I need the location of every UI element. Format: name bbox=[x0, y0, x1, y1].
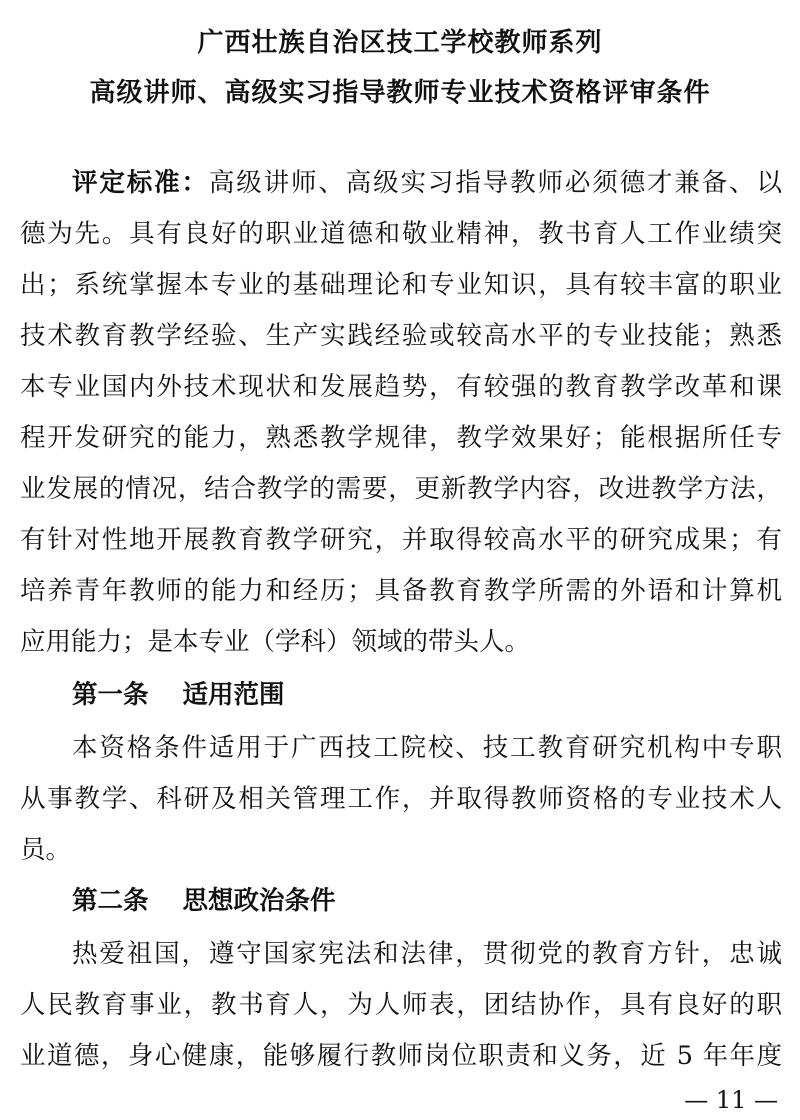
criteria-line: 应用能力；是本专业（学科）领域的带头人。 bbox=[20, 627, 531, 657]
criteria-line: 培养青年教师的能力和经历；具备教育教学所需的外语和计算机 bbox=[20, 576, 782, 606]
criteria-text: 高级讲师、高级实习指导教师必须德才兼备、以 bbox=[208, 168, 782, 198]
article1-title: 适用范围 bbox=[182, 680, 285, 710]
article1-line: 员。 bbox=[20, 835, 72, 865]
criteria-label: 评定标准： bbox=[72, 168, 209, 198]
criteria-line: 德为先。具有良好的职业道德和敬业精神，教书育人工作业绩突 bbox=[20, 219, 782, 249]
criteria-line: 有针对性地开展教育教学研究，并取得较高水平的研究成果；有 bbox=[20, 525, 782, 555]
article2-line: 热爱祖国，遵守国家宪法和法律，贯彻党的教育方针，忠诚 bbox=[72, 939, 782, 969]
criteria-line-first bbox=[72, 168, 782, 198]
article2-number: 第二条 bbox=[72, 886, 149, 916]
criteria-line: 业发展的情况，结合教学的需要，更新教学内容，改进教学方法， bbox=[20, 474, 782, 504]
article1-heading bbox=[72, 680, 285, 710]
article1-line: 从事教学、科研及相关管理工作，并取得教师资格的专业技术人 bbox=[20, 784, 782, 814]
page-number: — 11 — bbox=[684, 1086, 778, 1114]
article2-title: 思想政治条件 bbox=[182, 886, 336, 916]
article2-heading bbox=[72, 886, 336, 916]
article1-line: 本资格条件适用于广西技工院校、技工教育研究机构中专职 bbox=[72, 733, 782, 763]
document-title-line2: 高级讲师、高级实习指导教师专业技术资格评审条件 bbox=[89, 78, 711, 108]
criteria-line: 出；系统掌握本专业的基础理论和专业知识，具有较丰富的职业 bbox=[20, 270, 782, 300]
document-title-line1: 广西壮族自治区技工学校教师系列 bbox=[197, 28, 603, 58]
article2-line: 业道德，身心健康，能够履行教师岗位职责和义务，近 5 年年度 bbox=[20, 1041, 782, 1071]
criteria-line: 技术教育教学经验、生产实践经验或较高水平的专业技能；熟悉 bbox=[20, 321, 782, 351]
article1-number: 第一条 bbox=[72, 680, 149, 710]
article2-line: 人民教育事业，教书育人，为人师表，团结协作，具有良好的职 bbox=[20, 990, 782, 1020]
criteria-line: 程开发研究的能力，熟悉教学规律，教学效果好；能根据所任专 bbox=[20, 423, 782, 453]
criteria-line: 本专业国内外技术现状和发展趋势，有较强的教育教学改革和课 bbox=[20, 372, 782, 402]
